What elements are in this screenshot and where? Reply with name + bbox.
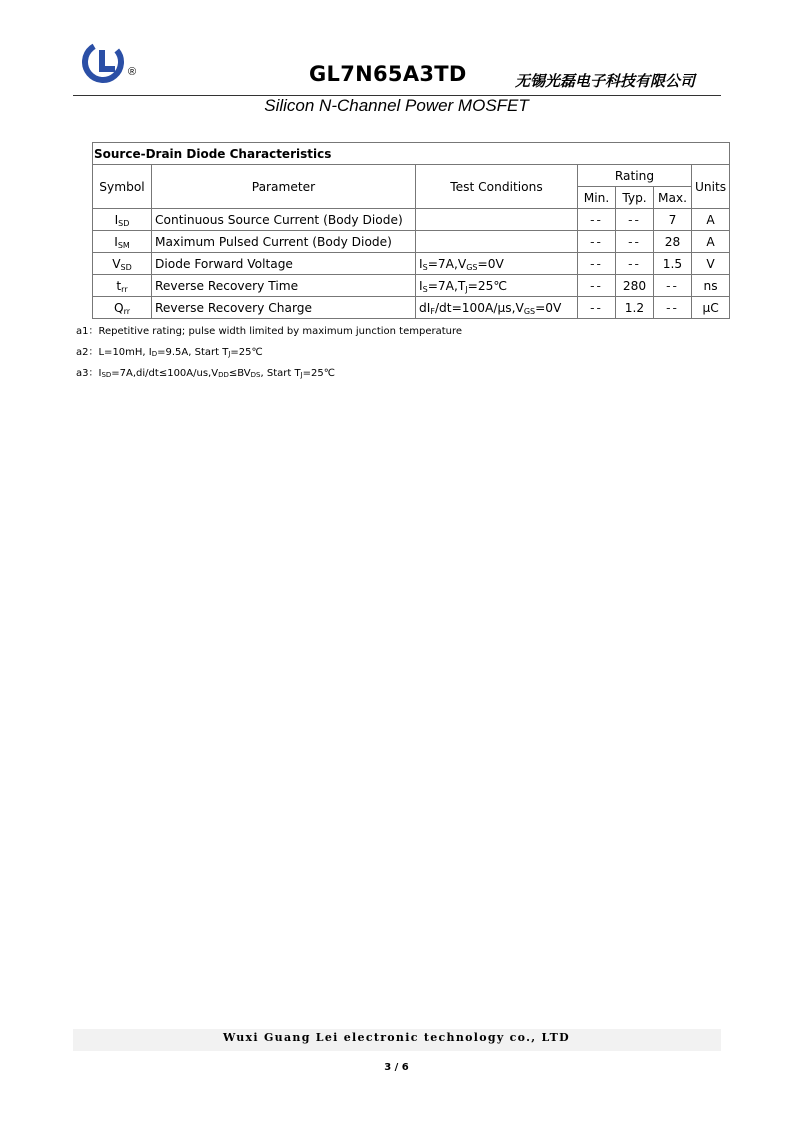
table-row	[93, 231, 730, 253]
condition-subscript: GS	[466, 262, 478, 272]
condition-subscript: J	[465, 284, 468, 294]
header-max: Max.	[654, 187, 692, 209]
header-test-conditions: Test Conditions	[416, 165, 578, 209]
header-units: Units	[692, 165, 730, 209]
symbol-subscript: SD	[120, 262, 132, 272]
note-text: =25℃	[302, 368, 335, 379]
symbol-text: I	[114, 212, 119, 227]
company-logo	[82, 40, 128, 84]
note-text: a1：Repetitive rating; pulse width limited by maximum junction temperature	[76, 326, 463, 337]
condition-text: =25℃	[467, 278, 508, 293]
header-symbol: Symbol	[93, 165, 152, 209]
condition-text: dI	[419, 300, 431, 315]
test-condition-cell	[416, 297, 578, 319]
page-number: 3 / 6	[384, 1062, 409, 1073]
note-subscript: D	[151, 350, 158, 358]
min-cell: --	[578, 253, 616, 275]
max-cell: 7	[654, 209, 692, 231]
footnote-a1	[76, 322, 462, 337]
condition-subscript: GS	[523, 306, 536, 316]
test-condition-cell	[416, 275, 578, 297]
symbol-subscript: SM	[117, 240, 130, 250]
min-cell: --	[578, 275, 616, 297]
header-min: Min.	[578, 187, 616, 209]
table-row	[93, 253, 730, 275]
header-rating: Rating	[578, 165, 692, 187]
table-row	[93, 275, 730, 297]
symbol-subscript: rr	[123, 306, 131, 316]
symbol-cell	[93, 209, 152, 231]
typ-cell: --	[616, 209, 654, 231]
note-subscript: SD	[101, 371, 112, 379]
max-cell: 28	[654, 231, 692, 253]
min-cell: --	[578, 297, 616, 319]
symbol-text: t	[116, 278, 122, 293]
symbol-subscript: SD	[118, 218, 130, 228]
test-condition-cell	[416, 231, 578, 253]
symbol-cell	[93, 253, 152, 275]
condition-text: /dt=100A/μs,V	[434, 300, 524, 315]
parameter-cell: Reverse Recovery Charge	[152, 297, 416, 319]
max-cell: --	[654, 297, 692, 319]
footer-company: Wuxi Guang Lei electronic technology co., LTD	[223, 1031, 570, 1044]
note-text: =25℃	[230, 347, 263, 358]
condition-text: =7A,V	[427, 256, 467, 271]
symbol-text: I	[114, 234, 118, 249]
note-text: a3：I	[76, 368, 102, 379]
table-row	[93, 297, 730, 319]
unit-cell: A	[692, 209, 730, 231]
condition-text: I	[419, 278, 423, 293]
parameter-cell: Continuous Source Current (Body Diode)	[152, 209, 416, 231]
note-text: a2：L=10mH, I	[76, 347, 152, 358]
part-number: GL7N65A3TD	[309, 62, 467, 86]
symbol-text: V	[112, 256, 121, 271]
condition-text: =0V	[477, 256, 504, 271]
unit-cell: V	[692, 253, 730, 275]
note-subscript: J	[300, 371, 303, 379]
typ-cell: --	[616, 253, 654, 275]
condition-text: =0V	[535, 300, 562, 315]
footnote-a2	[76, 343, 263, 358]
table-row	[93, 209, 730, 231]
parameter-cell: Reverse Recovery Time	[152, 275, 416, 297]
unit-cell: A	[692, 231, 730, 253]
max-cell: 1.5	[654, 253, 692, 275]
condition-subscript: F	[430, 306, 435, 316]
min-cell: --	[578, 231, 616, 253]
test-condition-cell	[416, 209, 578, 231]
note-text: =9.5A, Start T	[157, 347, 229, 358]
test-condition-cell	[416, 253, 578, 275]
header-typ: Typ.	[616, 187, 654, 209]
unit-cell: ns	[692, 275, 730, 297]
note-subscript: DD	[218, 371, 229, 379]
page-subtitle: Silicon N-Channel Power MOSFET	[264, 96, 529, 115]
note-text: , Start T	[260, 368, 301, 379]
parameter-cell: Diode Forward Voltage	[152, 253, 416, 275]
typ-cell: 1.2	[616, 297, 654, 319]
note-subscript: DS	[250, 371, 261, 379]
symbol-cell	[93, 297, 152, 319]
max-cell: --	[654, 275, 692, 297]
section-title: Source-Drain Diode Characteristics	[93, 143, 730, 165]
symbol-subscript: rr	[121, 284, 128, 294]
company-name-cn: 无锡光磊电子科技有限公司	[515, 72, 696, 90]
condition-subscript: S	[422, 284, 428, 294]
note-subscript: J	[228, 350, 231, 358]
symbol-text: Q	[113, 300, 124, 315]
note-text: =7A,di/dt≤100A/us,V	[111, 368, 219, 379]
condition-subscript: S	[422, 262, 428, 272]
parameter-cell: Maximum Pulsed Current (Body Diode)	[152, 231, 416, 253]
min-cell: --	[578, 209, 616, 231]
footnote-a3	[76, 364, 335, 379]
typ-cell: --	[616, 231, 654, 253]
symbol-cell	[93, 275, 152, 297]
typ-cell: 280	[616, 275, 654, 297]
registered-mark: ®	[128, 66, 137, 78]
condition-text: I	[419, 256, 423, 271]
note-text: ≤BV	[228, 368, 251, 379]
header-parameter: Parameter	[152, 165, 416, 209]
symbol-cell	[93, 231, 152, 253]
diode-characteristics-table	[92, 142, 730, 319]
condition-text: =7A,T	[427, 278, 466, 293]
unit-cell: μC	[692, 297, 730, 319]
